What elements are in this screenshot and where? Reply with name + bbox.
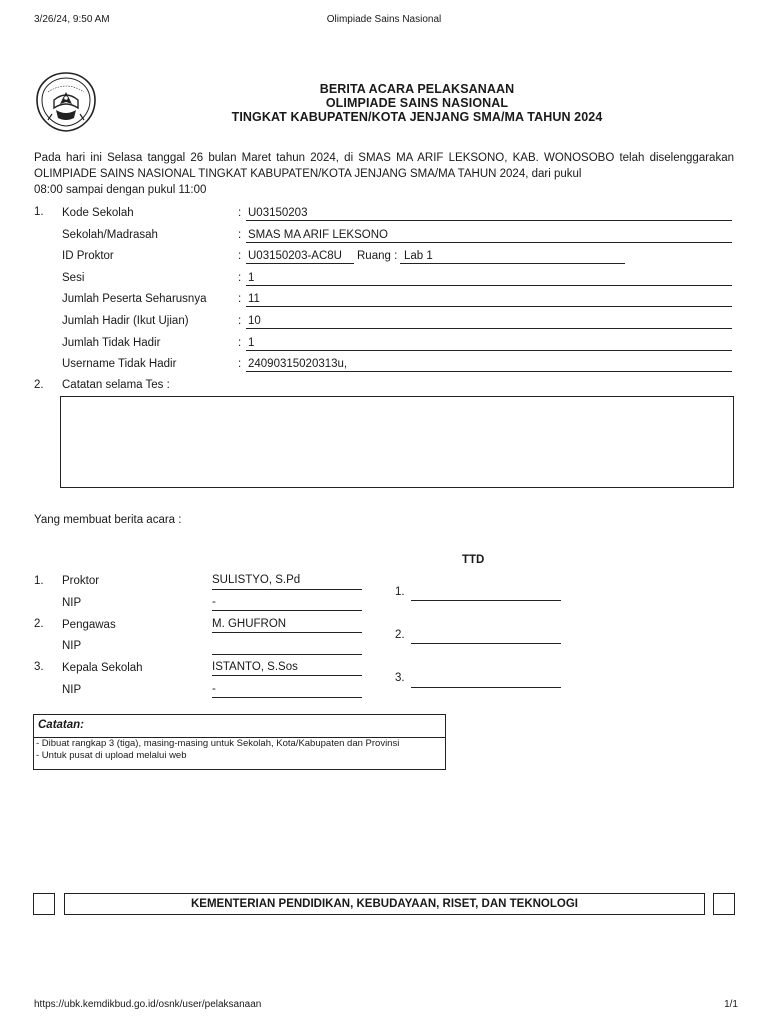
field-id-proktor — [0, 249, 768, 263]
underline — [212, 675, 362, 676]
field-jumlah-hadir — [0, 314, 768, 328]
signatory-1-nip: - — [212, 596, 216, 608]
notes-heading: Catatan: — [34, 715, 445, 738]
print-header — [34, 14, 734, 28]
notes-item: - Dibuat rangkap 3 (tiga), masing-masing untuk Sekolah, Kota/Kabupaten dan Provinsi — [36, 738, 400, 749]
field-kode-sekolah — [0, 206, 768, 220]
ttd-label: TTD — [462, 554, 485, 566]
underline — [212, 589, 362, 590]
signatory-2-number: 2. — [34, 618, 44, 630]
underline — [246, 350, 732, 351]
notes-box — [33, 714, 446, 770]
signatory-1-number: 1. — [34, 575, 44, 587]
field-sekolah — [0, 228, 768, 242]
id-proktor-label: ID Proktor — [62, 250, 114, 262]
underline — [212, 654, 362, 655]
title-line-1: BERITA ACARA PELAKSANAAN — [319, 82, 515, 96]
underline — [212, 697, 362, 698]
id-proktor-value: U03150203-AC8U — [248, 250, 342, 262]
section-1-number: 1. — [34, 206, 44, 218]
colon: : — [238, 207, 242, 219]
jumlah-hadir-value: 10 — [248, 315, 261, 327]
jumlah-tidak-hadir-label: Jumlah Tidak Hadir — [62, 337, 161, 349]
signatory-3-nip-label: NIP — [62, 684, 82, 696]
sign-2-number: 2. — [395, 629, 405, 641]
colon: : — [238, 315, 242, 327]
document-title — [100, 82, 734, 124]
kode-sekolah-value: U03150203 — [248, 207, 308, 219]
print-footer — [34, 999, 738, 1010]
underline — [212, 632, 362, 633]
sesi-value: 1 — [248, 272, 255, 284]
jumlah-hadir-label: Jumlah Hadir (Ikut Ujian) — [62, 315, 189, 327]
tut-wuri-handayani-logo — [34, 70, 98, 134]
title-line-3: TINGKAT KABUPATEN/KOTA JENJANG SMA/MA TAHUN 2024 — [231, 110, 603, 124]
sekolah-label: Sekolah/Madrasah — [62, 229, 158, 241]
underline — [400, 263, 625, 264]
intro-time-range: 08:00 sampai dengan pukul 11:00 — [34, 184, 207, 196]
catatan-tes-label: Catatan selama Tes : — [62, 379, 170, 391]
print-date: 3/26/24, 9:50 AM — [34, 14, 110, 25]
colon: : — [238, 337, 242, 349]
colon: : — [238, 229, 242, 241]
signatory-3-number: 3. — [34, 661, 44, 673]
page-number: 1/1 — [724, 999, 738, 1010]
kode-sekolah-label: Kode Sekolah — [62, 207, 134, 219]
ruang-value: Lab 1 — [404, 250, 433, 262]
print-url: https://ubk.kemdikbud.go.id/osnk/user/pelaksanaan — [34, 999, 262, 1010]
notes-item: - Untuk pusat di upload melalui web — [36, 750, 187, 761]
print-title: Olimpiade Sains Nasional — [326, 14, 442, 25]
colon: : — [238, 272, 242, 284]
signatory-1-nip-label: NIP — [62, 597, 82, 609]
colon: : — [238, 293, 242, 305]
ruang-label: Ruang : — [357, 250, 398, 262]
sesi-label: Sesi — [62, 272, 85, 284]
signatory-1-name: SULISTYO, S.Pd — [212, 574, 301, 586]
sekolah-value: SMAS MA ARIF LEKSONO — [248, 229, 388, 241]
underline — [212, 610, 362, 611]
jumlah-seharusnya-value: 11 — [248, 293, 260, 305]
signatory-2-name: M. GHUFRON — [212, 618, 287, 630]
signatory-3-role: Kepala Sekolah — [62, 662, 143, 674]
signatory-2-nip-label: NIP — [62, 640, 82, 652]
signatory-1-role: Proktor — [62, 575, 100, 587]
intro-paragraph: Pada hari ini Selasa tanggal 26 bulan Maret tahun 2024, di SMAS MA ARIF LEKSONO, KAB. WONOSOBO telah diselenggarakan OLIMPIADE SAINS NASIONAL TINGKAT KABUPATEN/KOTA JENJANG SMA/MA TAHUN 2024, dari pukul — [34, 152, 734, 180]
underline — [246, 371, 732, 372]
field-jumlah-seharusnya — [0, 292, 768, 306]
field-sesi — [0, 271, 768, 285]
title-line-2: OLIMPIADE SAINS NASIONAL — [325, 96, 509, 110]
underline — [246, 306, 732, 307]
footer-box-right — [713, 893, 735, 915]
jumlah-tidak-hadir-value: 1 — [248, 337, 255, 349]
colon: : — [238, 250, 242, 262]
signature-line-2 — [411, 643, 561, 644]
ministry-footer: KEMENTERIAN PENDIDIKAN, KEBUDAYAAN, RISET, DAN TEKNOLOGI — [64, 893, 705, 915]
catatan-tes-box — [60, 396, 734, 488]
section-2-number: 2. — [34, 379, 44, 391]
sign-3-number: 3. — [395, 672, 405, 684]
username-tidak-hadir-value: 24090315020313u, — [248, 358, 348, 370]
signature-line-3 — [411, 687, 561, 688]
signatory-3-name: ISTANTO, S.Sos — [212, 661, 298, 673]
footer-box-left — [33, 893, 55, 915]
colon: : — [238, 358, 242, 370]
signatory-2-role: Pengawas — [62, 619, 116, 631]
underline — [246, 285, 732, 286]
signature-line-1 — [411, 600, 561, 601]
sign-1-number: 1. — [395, 586, 405, 598]
underline — [246, 263, 354, 264]
jumlah-seharusnya-label: Jumlah Peserta Seharusnya — [62, 293, 207, 305]
yang-membuat-label: Yang membuat berita acara : — [34, 514, 182, 526]
underline — [246, 242, 732, 243]
username-tidak-hadir-label: Username Tidak Hadir — [62, 358, 177, 370]
underline — [246, 328, 732, 329]
field-jumlah-tidak-hadir — [0, 336, 768, 350]
underline — [246, 220, 732, 221]
emblem-icon — [34, 70, 98, 134]
field-username-tidak-hadir — [0, 357, 768, 371]
signatory-3-nip: - — [212, 683, 216, 695]
